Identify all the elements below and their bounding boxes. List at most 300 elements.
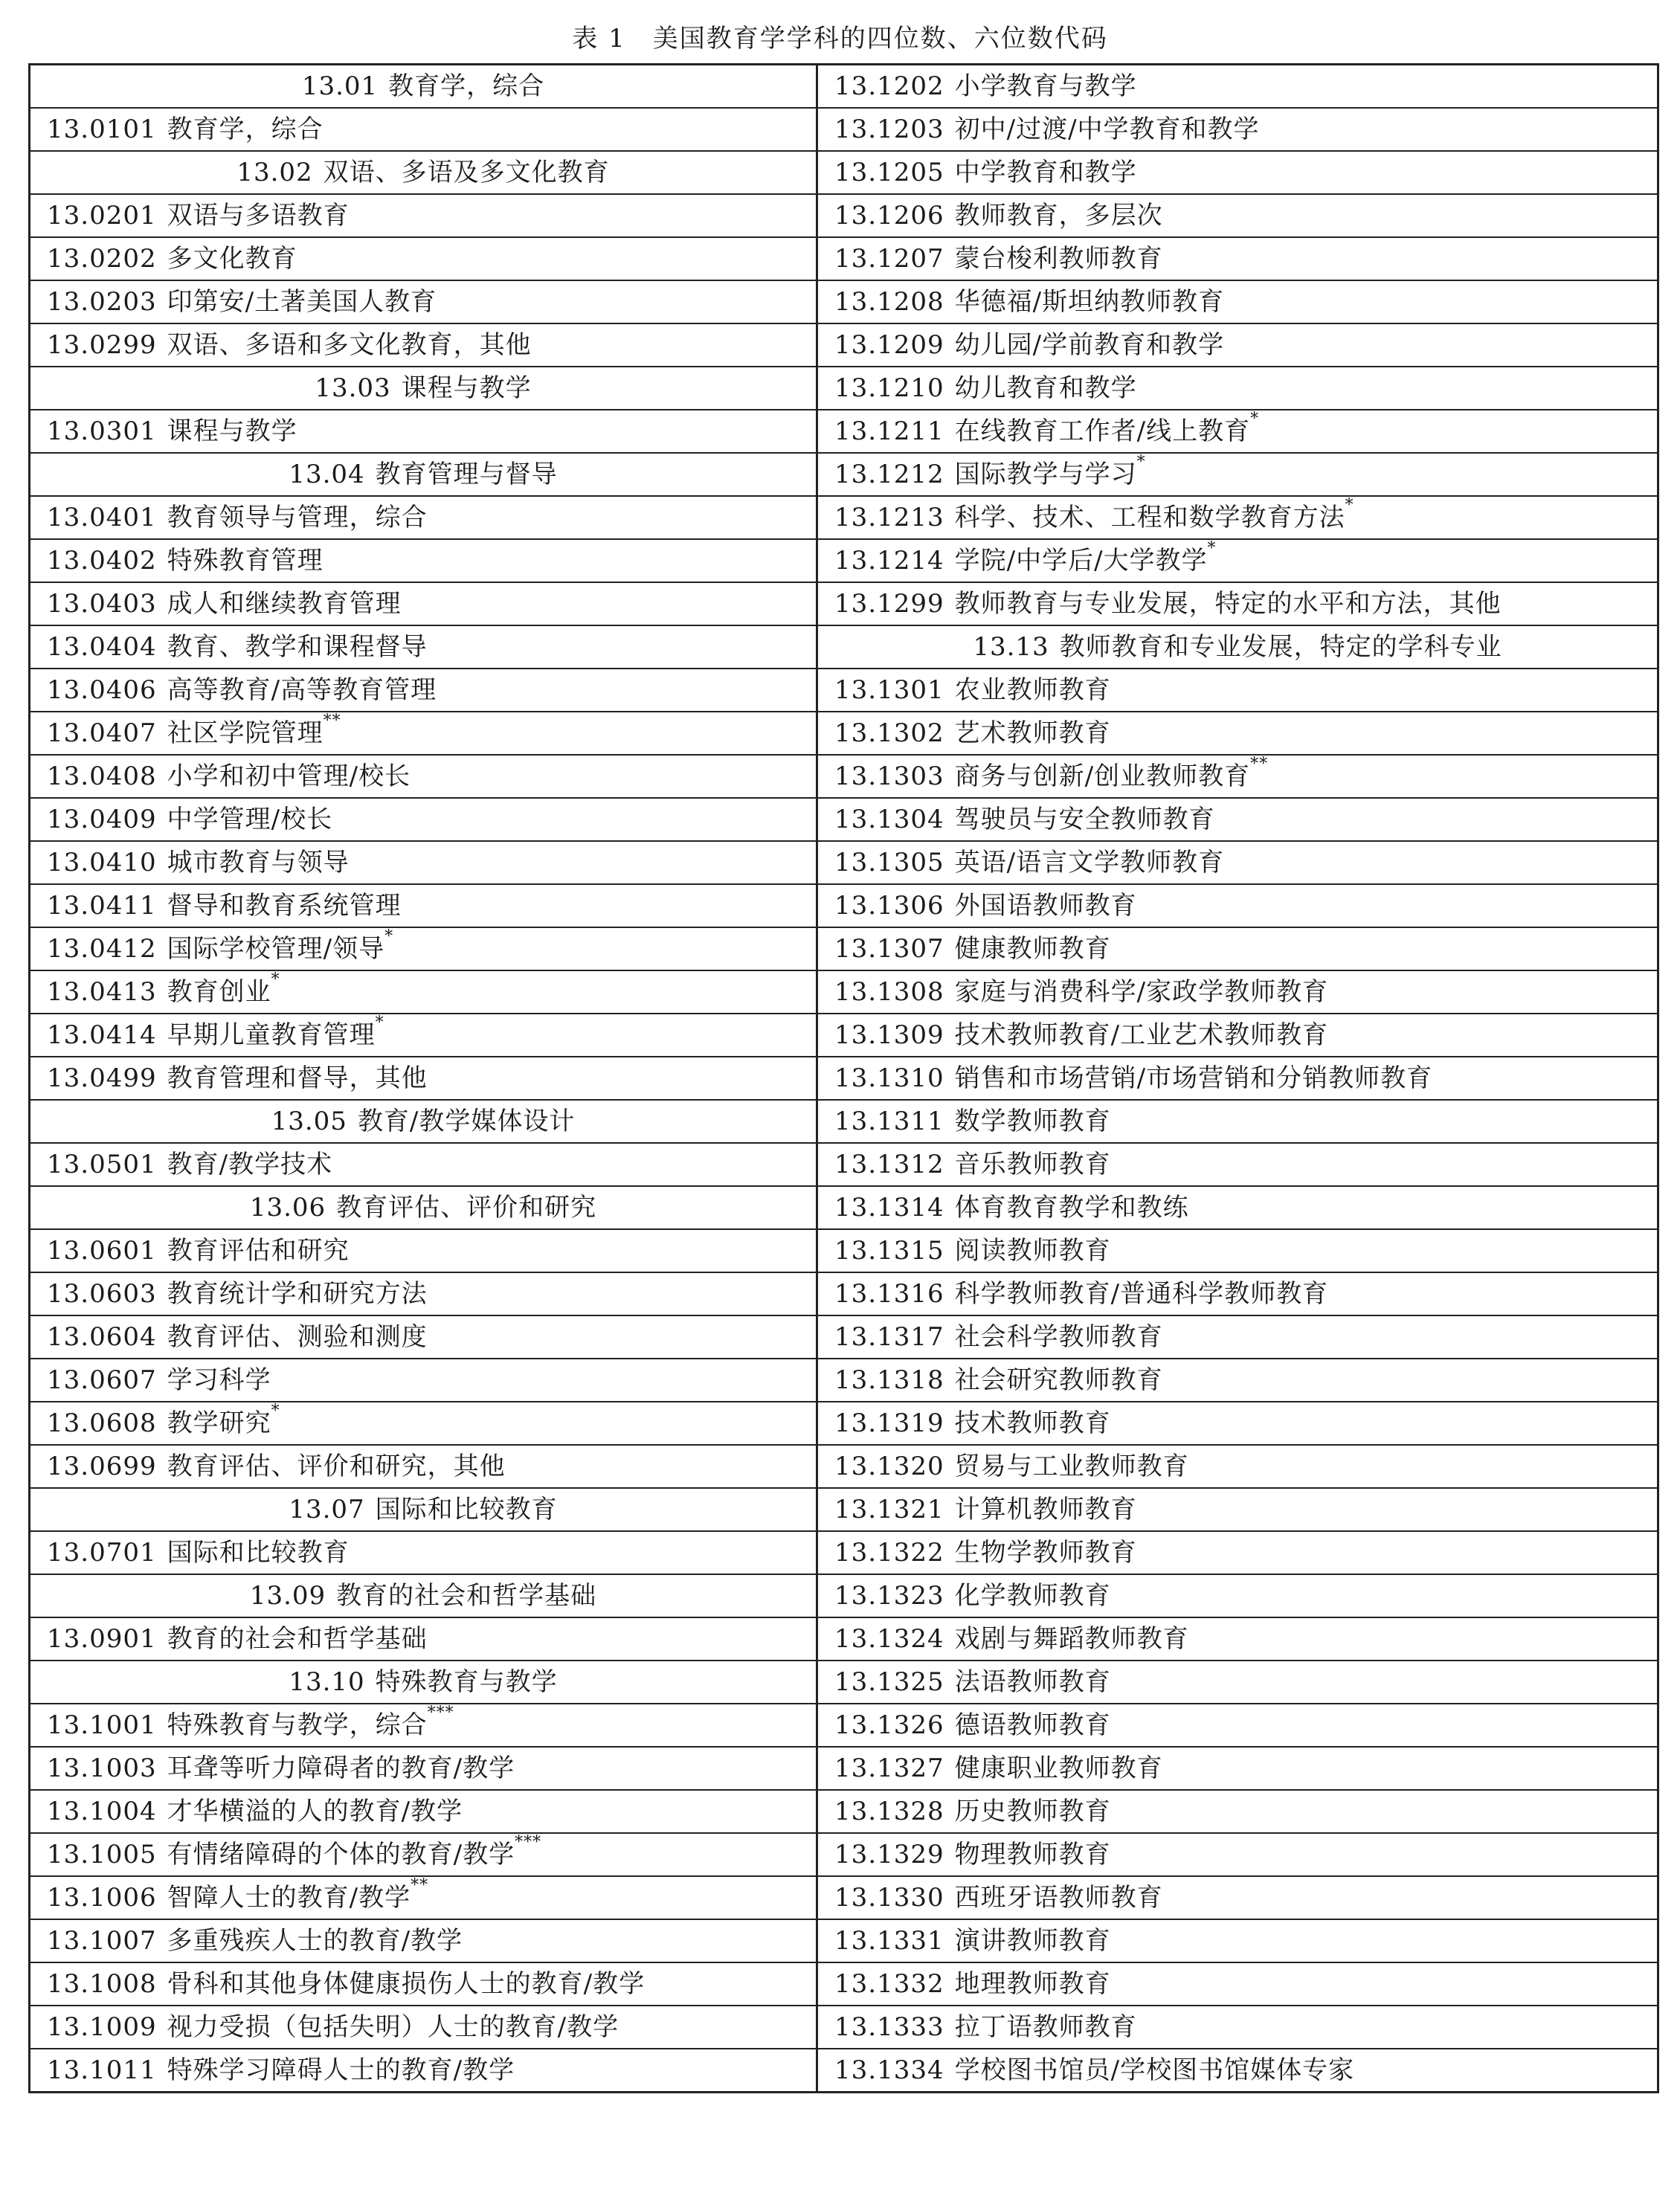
- subject-code-cell: [30, 1962, 817, 2006]
- subject-code: 13.1307: [834, 934, 944, 964]
- subject-code-cell: [817, 841, 1658, 884]
- subject-code: 13.0401: [47, 503, 157, 532]
- subject-name: 国际教学与学习: [954, 460, 1137, 489]
- subject-name: 教育统计学和研究方法: [167, 1279, 428, 1309]
- category-heading-cell: [30, 1100, 817, 1143]
- subject-name: 督导和教育系统管理: [167, 891, 402, 921]
- table-row: [30, 1704, 1658, 1747]
- subject-code-cell: [30, 1402, 817, 1445]
- subject-code-cell: [30, 1057, 817, 1100]
- subject-code: 13.1324: [834, 1624, 944, 1654]
- subject-name: 生物学教师教育: [954, 1538, 1137, 1568]
- subject-code-cell: [817, 194, 1658, 237]
- subject-name: 科学、技术、工程和数学教育方法: [954, 503, 1345, 532]
- subject-code: 13.0403: [47, 589, 157, 619]
- subject-code-cell: [817, 1617, 1658, 1661]
- subject-name: 骨科和其他身体健康损伤人士的教育/教学: [167, 1969, 646, 1999]
- subject-code: 13.1314: [834, 1193, 944, 1223]
- table-body: [30, 65, 1658, 2093]
- subject-name: 城市教育与领导: [167, 848, 350, 877]
- table-row: [30, 1057, 1658, 1100]
- subject-code: 13.1004: [47, 1797, 157, 1826]
- subject-code: 13.1322: [834, 1538, 944, 1568]
- category-name: 国际和比较教育: [375, 1495, 558, 1524]
- subject-code: 13.1009: [47, 2012, 157, 2042]
- table-row: [30, 1790, 1658, 1833]
- subject-name: 幼儿教育和教学: [954, 373, 1137, 403]
- category-heading-cell: [30, 1488, 817, 1531]
- subject-code: 13.0901: [47, 1624, 157, 1654]
- subject-code: 13.1331: [834, 1926, 944, 1956]
- subject-name: 视力受损（包括失明）人士的教育/教学: [167, 2012, 619, 2042]
- category-heading-cell: [30, 1186, 817, 1229]
- subject-name: 体育教育教学和教练: [954, 1193, 1189, 1223]
- subject-code: 13.1202: [834, 71, 944, 101]
- table-row: [30, 1833, 1658, 1876]
- subject-name: 智障人士的教育/教学: [167, 1883, 411, 1913]
- subject-name: 国际学校管理/领导: [167, 934, 385, 964]
- table-row: [30, 1186, 1658, 1229]
- subject-name: 健康职业教师教育: [954, 1753, 1163, 1783]
- subject-code: 13.0409: [47, 805, 157, 834]
- subject-code-cell: [817, 1272, 1658, 1315]
- subject-name: 教育领导与管理，综合: [167, 503, 428, 532]
- subject-code: 13.1319: [834, 1408, 944, 1438]
- subject-code: 13.0404: [47, 632, 157, 662]
- subject-code: 13.1214: [834, 546, 944, 576]
- subject-code-cell: [817, 1704, 1658, 1747]
- subject-name: 教育、教学和课程督导: [167, 632, 428, 662]
- subject-code-cell: [30, 798, 817, 841]
- subject-code-cell: [817, 798, 1658, 841]
- subject-name: 学校图书馆员/学校图书馆媒体专家: [954, 2055, 1355, 2085]
- subject-code: 13.1207: [834, 244, 944, 274]
- subject-code-cell: [30, 1315, 817, 1359]
- subject-code: 13.1299: [834, 589, 944, 619]
- table-row: [30, 582, 1658, 625]
- category-name: 课程与教学: [401, 373, 532, 403]
- subject-name: 在线教育工作者/线上教育: [954, 416, 1251, 446]
- table-caption: 表 1 美国教育学学科的四位数、六位数代码: [572, 24, 1108, 54]
- subject-code-cell: [30, 1143, 817, 1186]
- subject-code-cell: [817, 1531, 1658, 1574]
- subject-code-cell: [817, 65, 1658, 109]
- subject-code: 13.1306: [834, 891, 944, 921]
- subject-name: 中学教育和教学: [954, 158, 1137, 187]
- discipline-codes-table: [28, 63, 1659, 2093]
- subject-code: 13.0601: [47, 1236, 157, 1266]
- subject-code: 13.1003: [47, 1753, 157, 1783]
- subject-code-cell: [30, 582, 817, 625]
- subject-code-cell: [817, 755, 1658, 798]
- subject-name: 化学教师教育: [954, 1581, 1111, 1611]
- subject-code-cell: [30, 1272, 817, 1315]
- subject-code-cell: [817, 669, 1658, 712]
- footnote-mark: *: [1136, 453, 1146, 471]
- subject-code-cell: [817, 1315, 1658, 1359]
- subject-name: 才华横溢的人的教育/教学: [167, 1797, 463, 1826]
- subject-code: 13.0413: [47, 977, 157, 1007]
- subject-code-cell: [817, 1359, 1658, 1402]
- subject-name: 特殊教育管理: [167, 546, 324, 576]
- subject-code-cell: [30, 1790, 817, 1833]
- subject-code-cell: [30, 1747, 817, 1790]
- subject-code: 13.0101: [47, 115, 157, 144]
- subject-name: 多文化教育: [167, 244, 297, 274]
- subject-code: 13.1209: [834, 330, 944, 360]
- subject-code: 13.1203: [834, 115, 944, 144]
- subject-name: 双语、多语和多文化教育，其他: [167, 330, 532, 360]
- subject-code-cell: [817, 1919, 1658, 1962]
- subject-name: 幼儿园/学前教育和教学: [954, 330, 1225, 360]
- subject-code-cell: [30, 884, 817, 927]
- subject-name: 成人和继续教育管理: [167, 589, 402, 619]
- subject-name: 艺术教师教育: [954, 718, 1111, 748]
- footnote-mark: *: [1207, 539, 1217, 558]
- category-code: 13.09: [249, 1581, 326, 1611]
- subject-code-cell: [817, 1143, 1658, 1186]
- subject-code: 13.1212: [834, 460, 944, 489]
- subject-code: 13.1005: [47, 1840, 157, 1869]
- subject-code-cell: [817, 410, 1658, 453]
- subject-code-cell: [30, 970, 817, 1014]
- subject-name: 技术教师教育: [954, 1408, 1111, 1438]
- footnote-mark: ***: [515, 1833, 542, 1852]
- subject-code: 13.1301: [834, 675, 944, 705]
- table-row: [30, 65, 1658, 109]
- table-row: [30, 927, 1658, 970]
- subject-code: 13.0299: [47, 330, 157, 360]
- table-row: [30, 669, 1658, 712]
- subject-code: 13.0202: [47, 244, 157, 274]
- category-name: 教育的社会和哲学基础: [336, 1581, 597, 1611]
- subject-name: 科学教师教育/普通科学教师教育: [954, 1279, 1329, 1309]
- subject-code: 13.1332: [834, 1969, 944, 1999]
- table-row: [30, 108, 1658, 151]
- subject-code-cell: [30, 237, 817, 280]
- subject-name: 社会科学教师教育: [954, 1322, 1163, 1352]
- subject-name: 教育评估和研究: [167, 1236, 350, 1266]
- subject-code-cell: [817, 1962, 1658, 2006]
- subject-code: 13.1327: [834, 1753, 944, 1783]
- subject-code: 13.0301: [47, 416, 157, 446]
- table-row: [30, 1876, 1658, 1919]
- subject-code-cell: [817, 280, 1658, 323]
- subject-code: 13.1310: [834, 1063, 944, 1093]
- subject-name: 教育学，综合: [167, 115, 324, 144]
- subject-code: 13.1333: [834, 2012, 944, 2042]
- category-heading-cell: [30, 1661, 817, 1704]
- subject-code-cell: [30, 280, 817, 323]
- subject-code: 13.0604: [47, 1322, 157, 1352]
- table-row: [30, 1402, 1658, 1445]
- subject-code: 13.0406: [47, 675, 157, 705]
- category-code: 13.06: [249, 1193, 326, 1223]
- table-row: [30, 323, 1658, 367]
- subject-name: 教学研究: [167, 1408, 271, 1438]
- subject-name: 教育创业: [167, 977, 271, 1007]
- table-row: [30, 1229, 1658, 1272]
- subject-code: 13.0699: [47, 1452, 157, 1481]
- table-row: [30, 280, 1658, 323]
- table-row: [30, 410, 1658, 453]
- subject-code: 13.1312: [834, 1150, 944, 1179]
- subject-code: 13.0410: [47, 848, 157, 877]
- category-name: 特殊教育与教学: [375, 1667, 558, 1697]
- subject-code-cell: [817, 1876, 1658, 1919]
- footnote-mark: *: [271, 1402, 280, 1420]
- subject-code: 13.1308: [834, 977, 944, 1007]
- subject-code: 13.1330: [834, 1883, 944, 1913]
- subject-code-cell: [817, 884, 1658, 927]
- subject-name: 特殊学习障碍人士的教育/教学: [167, 2055, 515, 2085]
- subject-code: 13.1311: [834, 1107, 944, 1136]
- subject-code-cell: [30, 669, 817, 712]
- subject-name: 社区学院管理: [167, 718, 324, 748]
- category-name: 双语、多语及多文化教育: [323, 158, 610, 187]
- subject-name: 法语教师教育: [954, 1667, 1111, 1697]
- subject-code: 13.1316: [834, 1279, 944, 1309]
- category-name: 教育管理与督导: [375, 460, 558, 489]
- subject-code: 13.1321: [834, 1495, 944, 1524]
- category-code: 13.01: [301, 71, 379, 101]
- subject-code-cell: [817, 2006, 1658, 2049]
- subject-code: 13.0608: [47, 1408, 157, 1438]
- subject-code-cell: [30, 108, 817, 151]
- footnote-mark: ***: [427, 1704, 454, 1722]
- subject-code: 13.0201: [47, 201, 157, 231]
- table-row: [30, 1574, 1658, 1617]
- subject-code-cell: [30, 1704, 817, 1747]
- table-row: [30, 2006, 1658, 2049]
- subject-code: 13.0408: [47, 761, 157, 791]
- table-row: [30, 453, 1658, 496]
- table-row: [30, 539, 1658, 582]
- subject-name: 蒙台梭利教师教育: [954, 244, 1163, 274]
- subject-name: 外国语教师教育: [954, 891, 1137, 921]
- subject-code-cell: [30, 1531, 817, 1574]
- subject-code: 13.1326: [834, 1710, 944, 1740]
- table-row: [30, 1445, 1658, 1488]
- table-row: [30, 1747, 1658, 1790]
- subject-code-cell: [30, 194, 817, 237]
- subject-name: 贸易与工业教师教育: [954, 1452, 1189, 1481]
- subject-name: 小学教育与教学: [954, 71, 1137, 101]
- subject-code: 13.1205: [834, 158, 944, 187]
- subject-code: 13.1317: [834, 1322, 944, 1352]
- subject-code: 13.1213: [834, 503, 944, 532]
- category-name: 教师教育和专业发展，特定的学科专业: [1059, 632, 1502, 662]
- table-row: [30, 841, 1658, 884]
- subject-code: 13.1303: [834, 761, 944, 791]
- subject-name: 历史教师教育: [954, 1797, 1111, 1826]
- subject-name: 阅读教师教育: [954, 1236, 1111, 1266]
- subject-code-cell: [817, 453, 1658, 496]
- subject-code: 13.1206: [834, 201, 944, 231]
- subject-code: 13.0411: [47, 891, 157, 921]
- subject-code: 13.1007: [47, 1926, 157, 1956]
- subject-name: 销售和市场营销/市场营销和分销教师教育: [954, 1063, 1433, 1093]
- subject-name: 农业教师教育: [954, 675, 1111, 705]
- subject-name: 物理教师教育: [954, 1840, 1111, 1869]
- subject-name: 多重残疾人士的教育/教学: [167, 1926, 463, 1956]
- footnote-mark: **: [411, 1876, 429, 1895]
- subject-name: 演讲教师教育: [954, 1926, 1111, 1956]
- table-row: [30, 367, 1658, 410]
- subject-name: 英语/语言文学教师教育: [954, 848, 1225, 877]
- subject-code-cell: [817, 1488, 1658, 1531]
- subject-code-cell: [817, 367, 1658, 410]
- subject-code-cell: [30, 1229, 817, 1272]
- subject-code-cell: [817, 970, 1658, 1014]
- subject-name: 教师教育，多层次: [954, 201, 1163, 231]
- subject-code: 13.0402: [47, 546, 157, 576]
- subject-code-cell: [817, 151, 1658, 194]
- subject-name: 小学和初中管理/校长: [167, 761, 411, 791]
- footnote-mark: *: [375, 1014, 384, 1032]
- subject-code: 13.0203: [47, 287, 157, 317]
- subject-code-cell: [30, 1617, 817, 1661]
- subject-name: 教育/教学技术: [167, 1150, 333, 1179]
- subject-name: 拉丁语教师教育: [954, 2012, 1137, 2042]
- subject-code: 13.0499: [47, 1063, 157, 1093]
- subject-code: 13.1323: [834, 1581, 944, 1611]
- subject-name: 有情绪障碍的个体的教育/教学: [167, 1840, 515, 1869]
- subject-code-cell: [817, 582, 1658, 625]
- subject-code: 13.1211: [834, 416, 944, 446]
- subject-code: 13.1001: [47, 1710, 157, 1740]
- category-code: 13.05: [271, 1107, 347, 1136]
- subject-code-cell: [30, 1359, 817, 1402]
- subject-code-cell: [817, 539, 1658, 582]
- subject-name: 国际和比较教育: [167, 1538, 350, 1568]
- subject-code-cell: [30, 755, 817, 798]
- subject-code-cell: [817, 712, 1658, 755]
- subject-name: 音乐教师教育: [954, 1150, 1111, 1179]
- category-name: 教育/教学媒体设计: [357, 1107, 576, 1136]
- table-row: [30, 1100, 1658, 1143]
- subject-code-cell: [817, 1014, 1658, 1057]
- subject-name: 早期儿童教育管理: [167, 1020, 376, 1050]
- subject-code-cell: [817, 496, 1658, 539]
- subject-name: 教师教育与专业发展，特定的水平和方法，其他: [954, 589, 1502, 619]
- category-code: 13.04: [289, 460, 365, 489]
- subject-code-cell: [817, 1186, 1658, 1229]
- table-row: [30, 1919, 1658, 1962]
- table-row: [30, 1315, 1658, 1359]
- subject-name: 地理教师教育: [954, 1969, 1111, 1999]
- table-row: [30, 194, 1658, 237]
- subject-name: 商务与创新/创业教师教育: [954, 761, 1251, 791]
- subject-code-cell: [30, 841, 817, 884]
- table-row: [30, 970, 1658, 1014]
- table-row: [30, 151, 1658, 194]
- subject-code: 13.1305: [834, 848, 944, 877]
- subject-code-cell: [30, 323, 817, 367]
- subject-code: 13.1006: [47, 1883, 157, 1913]
- subject-code-cell: [30, 1833, 817, 1876]
- subject-code: 13.1320: [834, 1452, 944, 1481]
- subject-name: 教育管理和督导，其他: [167, 1063, 428, 1093]
- subject-code: 13.1315: [834, 1236, 944, 1266]
- table-row: [30, 1531, 1658, 1574]
- subject-code: 13.1318: [834, 1365, 944, 1395]
- subject-name: 中学管理/校长: [167, 805, 333, 834]
- subject-code: 13.1309: [834, 1020, 944, 1050]
- subject-code-cell: [817, 927, 1658, 970]
- subject-name: 教育评估、测验和测度: [167, 1322, 428, 1352]
- subject-name: 技术教师教育/工业艺术教师教育: [954, 1020, 1329, 1050]
- subject-code-cell: [817, 1402, 1658, 1445]
- table-row: [30, 625, 1658, 669]
- subject-code: 13.0501: [47, 1150, 157, 1179]
- subject-code-cell: [817, 1100, 1658, 1143]
- subject-code-cell: [817, 1790, 1658, 1833]
- subject-code-cell: [30, 1919, 817, 1962]
- subject-code: 13.1302: [834, 718, 944, 748]
- subject-name: 计算机教师教育: [954, 1495, 1137, 1524]
- subject-code-cell: [30, 410, 817, 453]
- category-code: 13.13: [973, 632, 1049, 662]
- footnote-mark: *: [1250, 410, 1260, 428]
- table-row: [30, 1617, 1658, 1661]
- subject-code: 13.1008: [47, 1969, 157, 1999]
- subject-code: 13.0603: [47, 1279, 157, 1309]
- subject-code-cell: [30, 1876, 817, 1919]
- table-row: [30, 1962, 1658, 2006]
- subject-code: 13.1329: [834, 1840, 944, 1869]
- subject-name: 教育的社会和哲学基础: [167, 1624, 428, 1654]
- table-row: [30, 496, 1658, 539]
- footnote-mark: *: [384, 927, 394, 946]
- subject-code-cell: [817, 1057, 1658, 1100]
- footnote-mark: *: [1345, 496, 1354, 515]
- subject-code-cell: [30, 625, 817, 669]
- category-heading-cell: [30, 367, 817, 410]
- subject-code: 13.1208: [834, 287, 944, 317]
- subject-code: 13.1210: [834, 373, 944, 403]
- subject-code: 13.1304: [834, 805, 944, 834]
- subject-code-cell: [817, 1833, 1658, 1876]
- subject-code-cell: [30, 1014, 817, 1057]
- table-row: [30, 237, 1658, 280]
- subject-code-cell: [30, 2049, 817, 2093]
- subject-code: 13.1325: [834, 1667, 944, 1697]
- table-row: [30, 1143, 1658, 1186]
- subject-code-cell: [817, 1574, 1658, 1617]
- subject-code-cell: [30, 496, 817, 539]
- table-row: [30, 1488, 1658, 1531]
- category-code: 13.03: [315, 373, 391, 403]
- table-row: [30, 884, 1658, 927]
- subject-code-cell: [817, 1747, 1658, 1790]
- category-name: 教育学，综合: [388, 71, 545, 101]
- category-heading-cell: [30, 151, 817, 194]
- subject-name: 初中/过渡/中学教育和教学: [954, 115, 1260, 144]
- subject-code: 13.0607: [47, 1365, 157, 1395]
- category-heading-cell: [30, 453, 817, 496]
- subject-name: 特殊教育与教学，综合: [167, 1710, 428, 1740]
- subject-name: 德语教师教育: [954, 1710, 1111, 1740]
- subject-code-cell: [817, 108, 1658, 151]
- subject-code-cell: [817, 1445, 1658, 1488]
- table-row: [30, 1272, 1658, 1315]
- subject-code: 13.1328: [834, 1797, 944, 1826]
- category-heading-cell: [30, 1574, 817, 1617]
- subject-code: 13.1011: [47, 2055, 157, 2085]
- table-row: [30, 755, 1658, 798]
- subject-code: 13.0412: [47, 934, 157, 964]
